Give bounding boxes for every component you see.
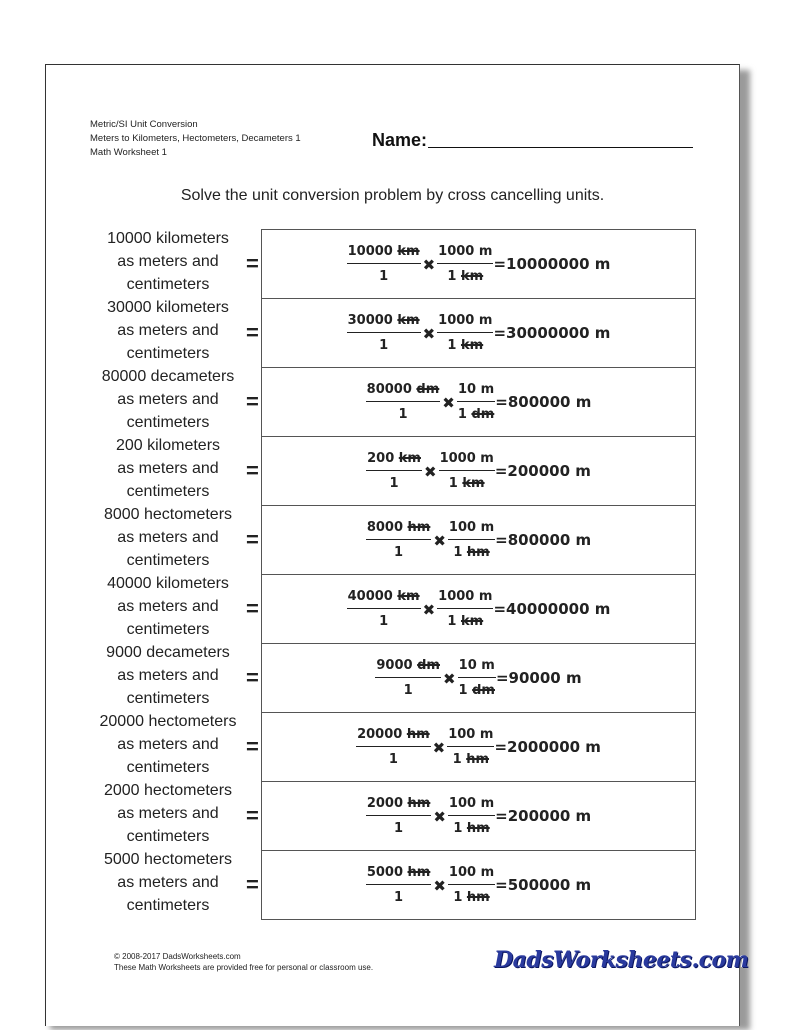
fraction-bar — [458, 677, 496, 678]
factor-denominator — [457, 407, 495, 422]
problem-target-unit: centimeters — [126, 621, 210, 638]
fraction-bar — [375, 677, 441, 678]
problem-target-unit: centimeters — [126, 897, 210, 914]
fraction-bar — [366, 401, 441, 402]
cancelled-unit: dm — [416, 382, 440, 397]
cancelled-unit: hm — [407, 796, 431, 811]
factor-denominator-value: 1 — [458, 683, 468, 698]
fraction-bar — [439, 470, 495, 471]
factor-numerator: 1000 m — [438, 244, 493, 259]
problem-quantity: 30000 kilometers — [107, 299, 229, 316]
given-numerator — [366, 382, 441, 397]
problem-target-unit: centimeters — [126, 828, 210, 845]
given-fraction — [356, 727, 431, 767]
problem-label — [90, 572, 246, 641]
fraction-bar — [366, 470, 422, 471]
factor-denominator — [452, 821, 490, 836]
equals-sign: = — [246, 320, 259, 345]
fraction-bar — [437, 263, 493, 264]
fraction-bar — [366, 884, 432, 885]
cancelled-unit: dm — [471, 407, 495, 422]
equals-sign: = — [246, 596, 259, 621]
problem-quantity: 10000 kilometers — [107, 230, 229, 247]
given-value: 40000 — [347, 589, 393, 604]
cancelled-unit: km — [460, 614, 484, 629]
conversion-expression — [262, 575, 695, 643]
given-numerator — [347, 589, 421, 604]
answer-box[interactable] — [261, 643, 696, 712]
problem-target-unit: centimeters — [126, 759, 210, 776]
given-denominator: 1 — [398, 407, 408, 422]
problem-target-unit: centimeters — [126, 414, 210, 431]
instructions: Solve the unit conversion problem by cross cancelling units. — [180, 187, 605, 204]
given-numerator — [366, 520, 432, 535]
multiply-icon: ✖ — [422, 601, 436, 619]
fraction-bar — [366, 539, 432, 540]
conversion-expression — [262, 368, 695, 436]
given-denominator: 1 — [394, 890, 404, 905]
given-numerator — [366, 451, 422, 466]
usage-notice: These Math Worksheets are provided free for personal or classroom use. — [114, 963, 374, 972]
name-field-line[interactable] — [428, 147, 693, 148]
answer-box[interactable] — [261, 781, 696, 850]
conversion-result: =200000 m — [494, 462, 591, 480]
factor-denominator-value: 1 — [447, 614, 457, 629]
given-denominator: 1 — [379, 614, 389, 629]
factor-denominator-value: 1 — [453, 821, 463, 836]
conversion-factor — [447, 727, 494, 767]
equals-sign: = — [246, 458, 259, 483]
fraction-bar — [356, 746, 431, 747]
conversion-result: =200000 m — [495, 807, 592, 825]
conversion-result: =500000 m — [495, 876, 592, 894]
problem-row — [90, 367, 695, 436]
given-value: 9000 — [376, 658, 413, 673]
given-value: 2000 — [366, 796, 403, 811]
problem-target-unit: centimeters — [126, 690, 210, 707]
given-numerator — [347, 313, 421, 328]
equals-sign: = — [246, 251, 259, 276]
problem-phrase: as meters and — [117, 736, 219, 753]
problem-row — [90, 781, 695, 850]
problem-quantity: 40000 kilometers — [107, 575, 229, 592]
equals-sign: = — [246, 803, 259, 828]
conversion-expression — [262, 713, 695, 781]
cancelled-unit: km — [397, 244, 420, 259]
worksheet-page — [45, 64, 749, 1026]
multiply-icon: ✖ — [423, 463, 437, 481]
cancelled-unit: hm — [406, 727, 430, 742]
conversion-factor — [437, 244, 493, 284]
fraction-bar — [447, 746, 494, 747]
given-fraction — [375, 658, 441, 698]
answer-box[interactable] — [261, 712, 696, 781]
problem-row — [90, 850, 695, 919]
problem-row — [90, 505, 695, 574]
given-denominator: 1 — [403, 683, 413, 698]
cancelled-unit: hm — [466, 545, 490, 560]
factor-denominator — [446, 338, 484, 353]
given-fraction — [366, 796, 432, 836]
cancelled-unit: km — [462, 476, 485, 491]
given-denominator: 1 — [394, 821, 404, 836]
given-numerator — [347, 244, 421, 259]
given-value: 200 — [367, 451, 395, 466]
given-value: 80000 — [366, 382, 412, 397]
conversion-result: =90000 m — [495, 669, 582, 687]
answer-box[interactable] — [261, 850, 696, 920]
cancelled-unit: dm — [472, 683, 495, 698]
given-numerator — [366, 865, 432, 880]
problem-row — [90, 229, 695, 298]
answer-box[interactable] — [261, 574, 696, 643]
problem-quantity: 5000 hectometers — [103, 851, 233, 868]
given-denominator: 1 — [388, 752, 398, 767]
factor-numerator: 1000 m — [438, 589, 493, 604]
conversion-factor — [439, 451, 495, 491]
problem-phrase: as meters and — [117, 667, 219, 684]
name-label: Name: — [372, 130, 428, 150]
given-fraction — [366, 520, 432, 560]
problem-row — [90, 643, 695, 712]
conversion-expression — [262, 299, 695, 367]
problem-target-unit: centimeters — [126, 552, 210, 569]
problem-quantity: 200 kilometers — [115, 437, 221, 454]
fraction-bar — [448, 884, 495, 885]
factor-numerator: 100 m — [448, 865, 495, 880]
copyright: © 2008-2017 DadsWorksheets.com — [114, 952, 241, 961]
conversion-factor — [448, 865, 495, 905]
problem-list — [90, 229, 695, 919]
answer-box[interactable] — [261, 298, 696, 367]
problem-phrase: as meters and — [117, 805, 219, 822]
problem-quantity: 9000 decameters — [106, 644, 230, 661]
worksheet-number: Math Worksheet 1 — [90, 147, 167, 158]
worksheet-subtitle: Meters to Kilometers, Hectometers, Decameters 1 — [90, 133, 301, 144]
answer-box[interactable] — [261, 367, 696, 436]
given-value: 8000 — [366, 520, 403, 535]
problem-quantity: 80000 decameters — [101, 368, 235, 385]
fraction-bar — [448, 815, 495, 816]
conversion-result: =800000 m — [495, 393, 592, 411]
cancelled-unit: hm — [407, 865, 431, 880]
problem-phrase: as meters and — [117, 322, 219, 339]
factor-denominator — [452, 752, 490, 767]
given-value: 10000 — [347, 244, 393, 259]
conversion-result: =30000000 m — [493, 324, 611, 342]
equals-sign: = — [246, 734, 259, 759]
factor-denominator-value: 1 — [453, 890, 463, 905]
problem-target-unit: centimeters — [126, 345, 210, 362]
conversion-expression — [262, 782, 695, 850]
fraction-bar — [347, 332, 421, 333]
given-fraction — [347, 313, 421, 353]
problem-row — [90, 298, 695, 367]
given-fraction — [366, 865, 432, 905]
conversion-expression — [262, 506, 695, 574]
given-denominator: 1 — [394, 545, 404, 560]
problem-label — [90, 503, 246, 572]
cancelled-unit: km — [460, 338, 484, 353]
conversion-result: =10000000 m — [493, 255, 611, 273]
factor-numerator: 100 m — [448, 520, 495, 535]
factor-denominator-value: 1 — [457, 407, 467, 422]
multiply-icon: ✖ — [442, 670, 456, 688]
conversion-factor — [437, 589, 493, 629]
factor-denominator-value: 1 — [452, 752, 462, 767]
answer-box[interactable] — [261, 436, 696, 505]
factor-numerator: 100 m — [448, 727, 494, 742]
conversion-result: =2000000 m — [494, 738, 601, 756]
equals-sign: = — [246, 872, 259, 897]
given-numerator — [356, 727, 431, 742]
answer-box[interactable] — [261, 505, 696, 574]
conversion-factor — [448, 520, 495, 560]
given-denominator: 1 — [379, 269, 389, 284]
factor-denominator — [446, 614, 484, 629]
conversion-factor — [448, 796, 495, 836]
problem-phrase: as meters and — [117, 529, 219, 546]
factor-denominator-value: 1 — [447, 269, 457, 284]
problem-quantity: 20000 hectometers — [99, 713, 237, 730]
conversion-result: =40000000 m — [493, 600, 611, 618]
problem-label — [90, 779, 246, 848]
multiply-icon: ✖ — [433, 808, 446, 826]
multiply-icon: ✖ — [442, 394, 455, 412]
cancelled-unit: hm — [466, 890, 490, 905]
problem-label — [90, 434, 246, 503]
given-value: 30000 — [347, 313, 393, 328]
dadsworksheets-logo: DadsWorksheets.com — [494, 947, 749, 973]
problem-quantity: 2000 hectometers — [103, 782, 233, 799]
given-fraction — [347, 244, 421, 284]
fraction-bar — [437, 332, 493, 333]
equals-sign: = — [246, 665, 259, 690]
problem-phrase: as meters and — [117, 598, 219, 615]
fraction-bar — [448, 539, 495, 540]
fraction-bar — [457, 401, 495, 402]
given-numerator — [375, 658, 441, 673]
problem-label — [90, 365, 246, 434]
factor-numerator: 1000 m — [439, 451, 494, 466]
factor-denominator-value: 1 — [447, 338, 457, 353]
problem-quantity: 8000 hectometers — [103, 506, 233, 523]
factor-denominator — [452, 545, 490, 560]
given-value: 5000 — [366, 865, 403, 880]
problem-phrase: as meters and — [117, 874, 219, 891]
given-numerator — [366, 796, 432, 811]
fraction-bar — [347, 263, 421, 264]
cancelled-unit: km — [460, 269, 484, 284]
worksheet-category: Metric/SI Unit Conversion — [90, 119, 198, 130]
multiply-icon: ✖ — [422, 256, 436, 274]
problem-row — [90, 712, 695, 781]
factor-denominator — [448, 476, 486, 491]
given-denominator: 1 — [389, 476, 399, 491]
given-fraction — [366, 382, 441, 422]
cancelled-unit: hm — [466, 752, 490, 767]
problem-label — [90, 227, 246, 296]
multiply-icon: ✖ — [433, 532, 446, 550]
cancelled-unit: km — [397, 589, 420, 604]
given-denominator: 1 — [379, 338, 389, 353]
cancelled-unit: km — [398, 451, 421, 466]
factor-denominator-value: 1 — [453, 545, 463, 560]
problem-label — [90, 641, 246, 710]
factor-denominator — [446, 269, 484, 284]
problem-label — [90, 710, 246, 779]
cancelled-unit: dm — [417, 658, 440, 673]
conversion-result: =800000 m — [495, 531, 592, 549]
cancelled-unit: hm — [407, 520, 431, 535]
problem-label — [90, 296, 246, 365]
fraction-bar — [437, 608, 493, 609]
multiply-icon: ✖ — [433, 877, 446, 895]
given-value: 20000 — [357, 727, 403, 742]
fraction-bar — [366, 815, 432, 816]
conversion-expression — [262, 644, 695, 712]
factor-denominator-value: 1 — [448, 476, 458, 491]
problem-row — [90, 574, 695, 643]
problem-phrase: as meters and — [117, 460, 219, 477]
conversion-factor — [457, 382, 495, 422]
conversion-factor — [458, 658, 496, 698]
factor-numerator: 1000 m — [438, 313, 493, 328]
factor-numerator: 100 m — [448, 796, 495, 811]
problem-target-unit: centimeters — [126, 276, 210, 293]
problem-phrase: as meters and — [117, 253, 219, 270]
multiply-icon: ✖ — [432, 739, 446, 757]
problem-target-unit: centimeters — [126, 483, 210, 500]
given-fraction — [347, 589, 421, 629]
problem-row — [90, 436, 695, 505]
factor-numerator: 10 m — [457, 382, 495, 397]
fraction-bar — [347, 608, 421, 609]
problem-phrase: as meters and — [117, 391, 219, 408]
answer-box[interactable] — [261, 229, 696, 298]
conversion-expression — [262, 851, 695, 919]
problem-label — [90, 848, 246, 917]
multiply-icon: ✖ — [422, 325, 436, 343]
cancelled-unit: km — [397, 313, 420, 328]
factor-denominator — [452, 890, 490, 905]
conversion-factor — [437, 313, 493, 353]
factor-numerator: 10 m — [458, 658, 495, 673]
given-fraction — [366, 451, 422, 491]
conversion-expression — [262, 437, 695, 505]
equals-sign: = — [246, 389, 259, 414]
cancelled-unit: hm — [466, 821, 490, 836]
conversion-expression — [262, 230, 695, 298]
equals-sign: = — [246, 527, 259, 552]
factor-denominator — [458, 683, 496, 698]
